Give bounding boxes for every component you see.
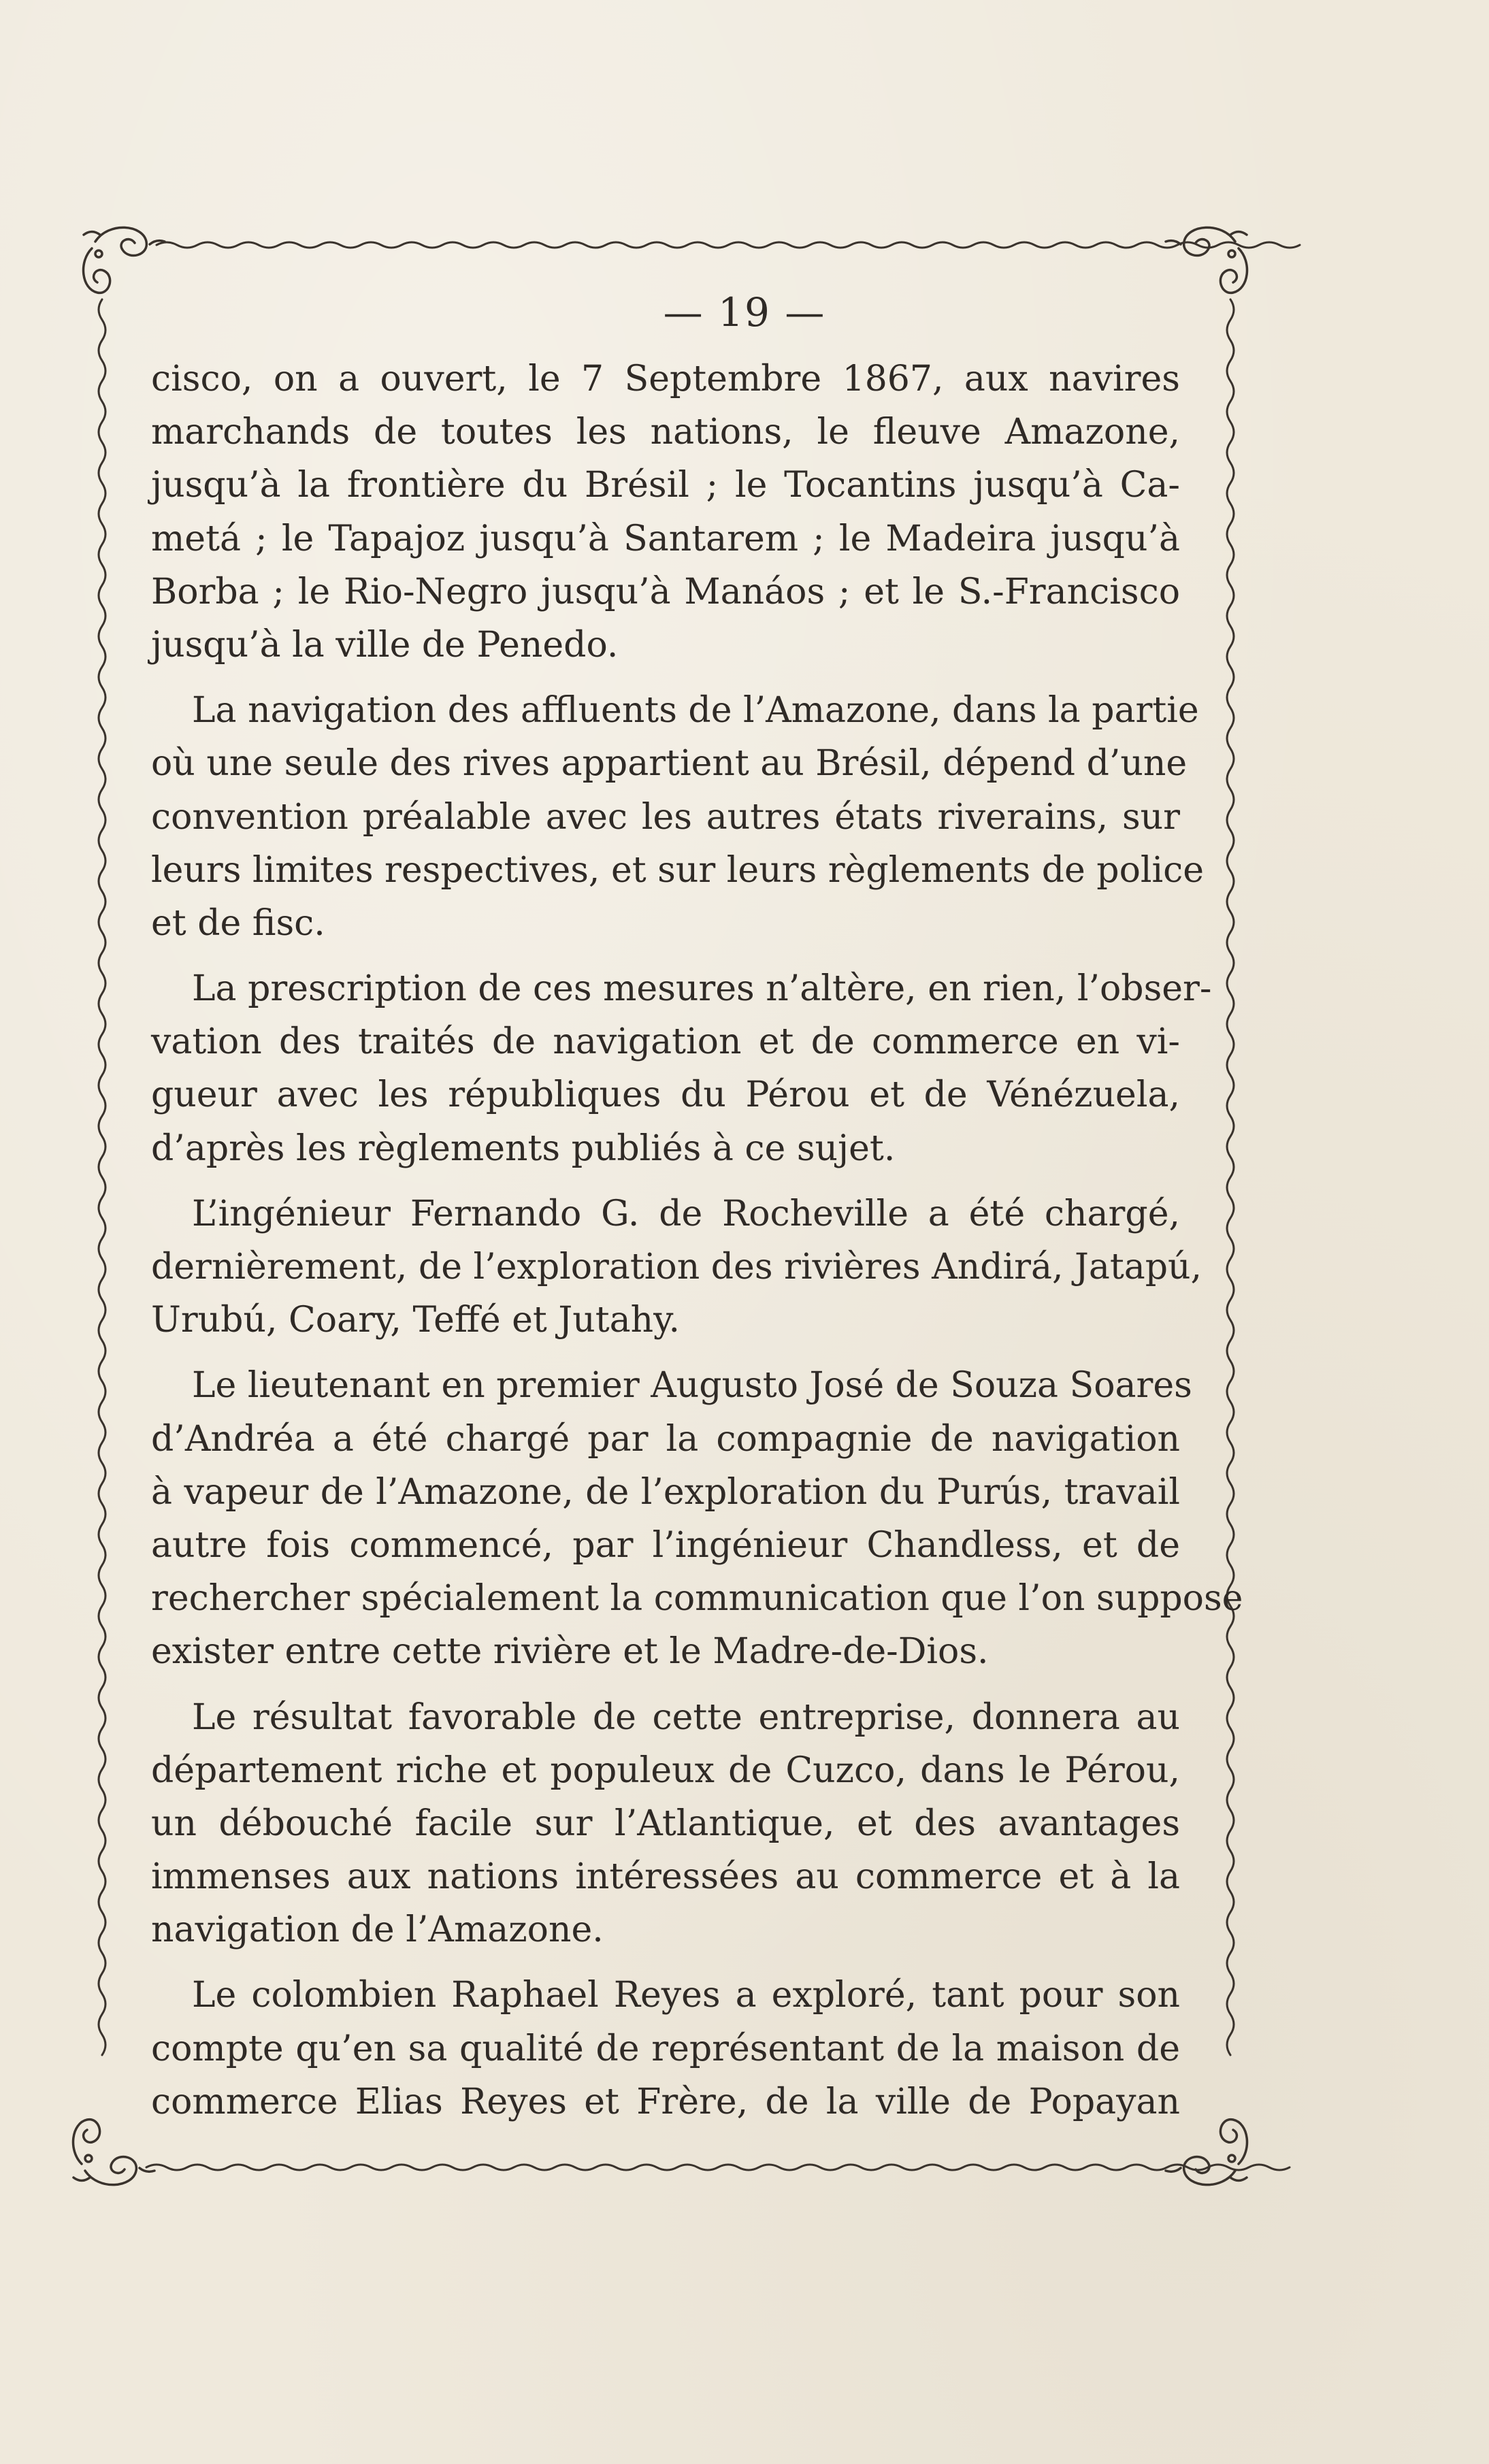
text-line: et de fisc. [151, 902, 325, 944]
top-right-corner-ornament [1166, 227, 1247, 293]
text-line: Urubú, Coary, Teffé et Jutahy. [151, 1300, 681, 1341]
text-line: navigation de l’Amazone. [151, 1909, 604, 1951]
left-wavy-rule [99, 299, 105, 2055]
bottom-wavy-rule [146, 2165, 1290, 2170]
text-line: immenses aux nations intéressées au commerce et à la [151, 1856, 1180, 1898]
text-line: Le lieutenant en premier Augusto José de Souza Soares [192, 1365, 1192, 1407]
text-line: jusqu’à la frontière du Brésil ; le Tocantins jusqu’à Ca- [151, 465, 1180, 506]
paragraph [151, 1691, 1180, 1957]
text-line: jusqu’à la ville de Penedo. [151, 624, 619, 666]
top-wavy-rule [157, 242, 1300, 248]
text-line: L’ingénieur Fernando G. de Rocheville a été chargé, [192, 1193, 1180, 1234]
bottom-left-corner-ornament [73, 2120, 154, 2185]
body-text [151, 352, 1243, 2129]
text-line: département riche et populeux de Cuzco, dans le Pérou, [151, 1750, 1180, 1791]
text-line: à vapeur de l’Amazone, de l’exploration du Purús, travail [151, 1471, 1180, 1513]
paragraph [151, 352, 1180, 672]
text-line: Borba ; le Rio-Negro jusqu’à Manáos ; et le S.-Francisco [151, 571, 1180, 612]
text-line: cisco, on a ouvert, le 7 Septembre 1867, aux navires [151, 359, 1180, 399]
text-line: La prescription de ces mesures n’altère, en rien, l’obser- [192, 968, 1212, 1010]
text-line: compte qu’en sa qualité de représentant de la maison de [151, 2028, 1180, 2069]
text-line: gueur avec les républiques du Pérou et de Vénézuela, [151, 1074, 1180, 1116]
text-line: vation des traités de navigation et de commerce en vi- [151, 1021, 1180, 1063]
text-line: La navigation des affluents de l’Amazone, dans la partie [192, 690, 1199, 732]
top-left-corner-ornament [84, 227, 165, 293]
paragraph [151, 1359, 1243, 1678]
text-line: un débouché facile sur l’Atlantique, et des avantages [151, 1803, 1180, 1844]
paragraph [151, 684, 1205, 950]
text-line: rechercher spécialement la communication que l’on suppose [151, 1578, 1243, 1620]
text-line: commerce Elias Reyes et Frère, de la ville de Popayan [151, 2081, 1180, 2122]
right-wavy-rule [1227, 299, 1234, 2055]
text-line: Le colombien Raphael Reyes a exploré, tant pour son [192, 1975, 1180, 2016]
paragraph [151, 1187, 1202, 1347]
text-line: metá ; le Tapajoz jusqu’à Santarem ; le Madeira jusqu’à [151, 518, 1180, 559]
paragraph [151, 1969, 1180, 2129]
text-line: d’après les règlements publiés à ce sujet. [151, 1128, 896, 1169]
text-line: d’Andréa a été chargé par la compagnie de navigation [151, 1418, 1180, 1460]
text-line: marchands de toutes les nations, le fleuve Amazone, [151, 412, 1180, 453]
text-line: autre fois commencé, par l’ingénieur Chandless, et de [151, 1524, 1180, 1566]
bottom-right-corner-ornament [1166, 2120, 1247, 2185]
text-line: leurs limites respectives, et sur leurs règlements de police [151, 849, 1205, 891]
text-line: convention préalable avec les autres états riverains, sur [151, 796, 1180, 838]
text-line: dernièrement, de l’exploration des rivières Andirá, Jatapú, [151, 1247, 1202, 1287]
page-number: — 19 — [663, 289, 826, 335]
text-line: où une seule des rives appartient au Brésil, dépend d’une [151, 743, 1188, 785]
paragraph [151, 962, 1212, 1175]
text-line: Le résultat favorable de cette entreprise, donnera au [192, 1696, 1180, 1738]
text-line: exister entre cette rivière et le Madre-de-Dios. [151, 1631, 989, 1673]
